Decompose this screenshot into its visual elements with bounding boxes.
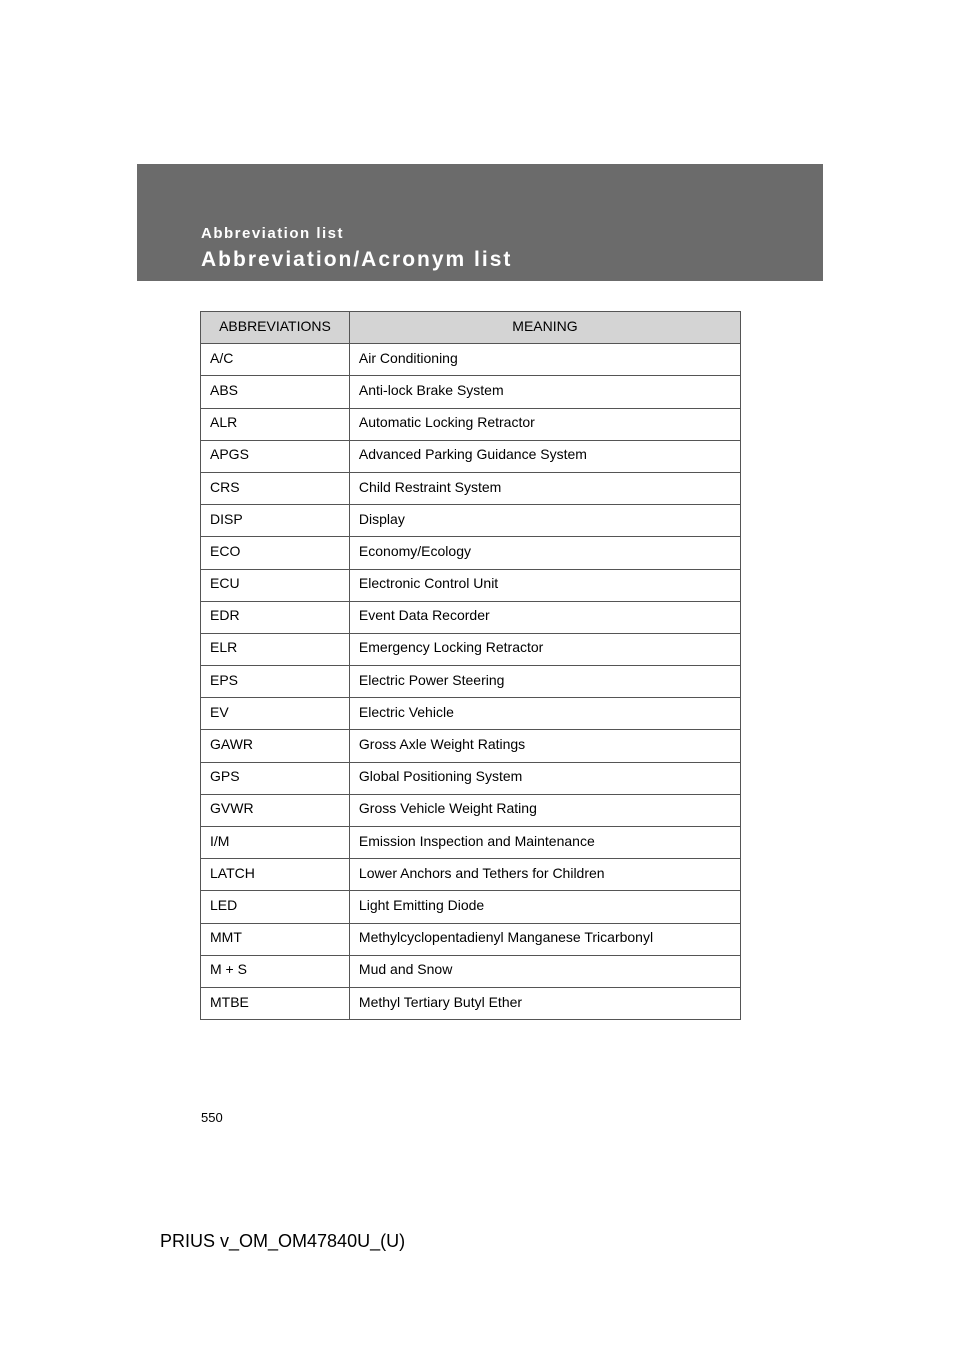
abbreviation-cell: ECU — [201, 569, 350, 601]
table-row — [201, 505, 741, 537]
meaning-cell: Child Restraint System — [349, 472, 740, 504]
abbreviation-cell: EPS — [201, 666, 350, 698]
table-row — [201, 376, 741, 408]
meaning-cell: Display — [349, 505, 740, 537]
meaning-cell: Emission Inspection and Maintenance — [349, 827, 740, 859]
abbreviation-cell: DISP — [201, 505, 350, 537]
meaning-cell: Mud and Snow — [349, 955, 740, 987]
meaning-cell: Methyl Tertiary Butyl Ether — [349, 987, 740, 1019]
abbreviation-cell: CRS — [201, 472, 350, 504]
meaning-cell: Electric Vehicle — [349, 698, 740, 730]
abbreviation-cell: I/M — [201, 827, 350, 859]
table-row — [201, 440, 741, 472]
meaning-cell: Methylcyclopentadienyl Manganese Tricarbonyl — [349, 923, 740, 955]
table-row — [201, 794, 741, 826]
table-row — [201, 955, 741, 987]
document-id: PRIUS v_OM_OM47840U_(U) — [160, 1231, 406, 1251]
abbreviation-cell: APGS — [201, 440, 350, 472]
abbreviation-cell: ELR — [201, 633, 350, 665]
abbreviation-cell: EV — [201, 698, 350, 730]
abbreviation-cell: MTBE — [201, 987, 350, 1019]
meaning-cell: Gross Vehicle Weight Rating — [349, 794, 740, 826]
meaning-cell: Economy/Ecology — [349, 537, 740, 569]
page-title: Abbreviation/Acronym list — [201, 248, 513, 271]
meaning-cell: Automatic Locking Retractor — [349, 408, 740, 440]
table-row — [201, 569, 741, 601]
meaning-cell: Emergency Locking Retractor — [349, 633, 740, 665]
column-header-abbreviations: ABBREVIATIONS — [201, 312, 350, 344]
abbreviation-cell: A/C — [201, 344, 350, 376]
table-row — [201, 344, 741, 376]
table-row — [201, 987, 741, 1019]
meaning-cell: Lower Anchors and Tethers for Children — [349, 859, 740, 891]
table-row — [201, 859, 741, 891]
abbreviation-cell: EDR — [201, 601, 350, 633]
table-body — [201, 344, 741, 1020]
meaning-cell: Event Data Recorder — [349, 601, 740, 633]
table-row — [201, 698, 741, 730]
table-row — [201, 408, 741, 440]
abbreviation-cell: ABS — [201, 376, 350, 408]
table-row — [201, 762, 741, 794]
meaning-cell: Air Conditioning — [349, 344, 740, 376]
abbreviation-cell: MMT — [201, 923, 350, 955]
abbreviation-cell: GAWR — [201, 730, 350, 762]
table-row — [201, 923, 741, 955]
table-row — [201, 601, 741, 633]
page-number: 550 — [201, 1110, 223, 1125]
abbreviation-cell: GPS — [201, 762, 350, 794]
table-row — [201, 472, 741, 504]
table-row — [201, 537, 741, 569]
abbreviation-cell: M + S — [201, 955, 350, 987]
meaning-cell: Light Emitting Diode — [349, 891, 740, 923]
table-row — [201, 827, 741, 859]
table-row — [201, 730, 741, 762]
abbreviation-cell: GVWR — [201, 794, 350, 826]
abbreviation-cell: LED — [201, 891, 350, 923]
meaning-cell: Anti-lock Brake System — [349, 376, 740, 408]
table-header-row — [201, 312, 741, 344]
meaning-cell: Electronic Control Unit — [349, 569, 740, 601]
meaning-cell: Global Positioning System — [349, 762, 740, 794]
abbreviation-cell: ALR — [201, 408, 350, 440]
table-row — [201, 891, 741, 923]
meaning-cell: Electric Power Steering — [349, 666, 740, 698]
abbreviation-cell: LATCH — [201, 859, 350, 891]
table-row — [201, 633, 741, 665]
header-band — [137, 164, 823, 281]
abbreviation-cell: ECO — [201, 537, 350, 569]
column-header-meaning: MEANING — [349, 312, 740, 344]
table-row — [201, 666, 741, 698]
meaning-cell: Gross Axle Weight Ratings — [349, 730, 740, 762]
section-label: Abbreviation list — [201, 225, 345, 242]
meaning-cell: Advanced Parking Guidance System — [349, 440, 740, 472]
abbreviation-table — [200, 311, 741, 1020]
